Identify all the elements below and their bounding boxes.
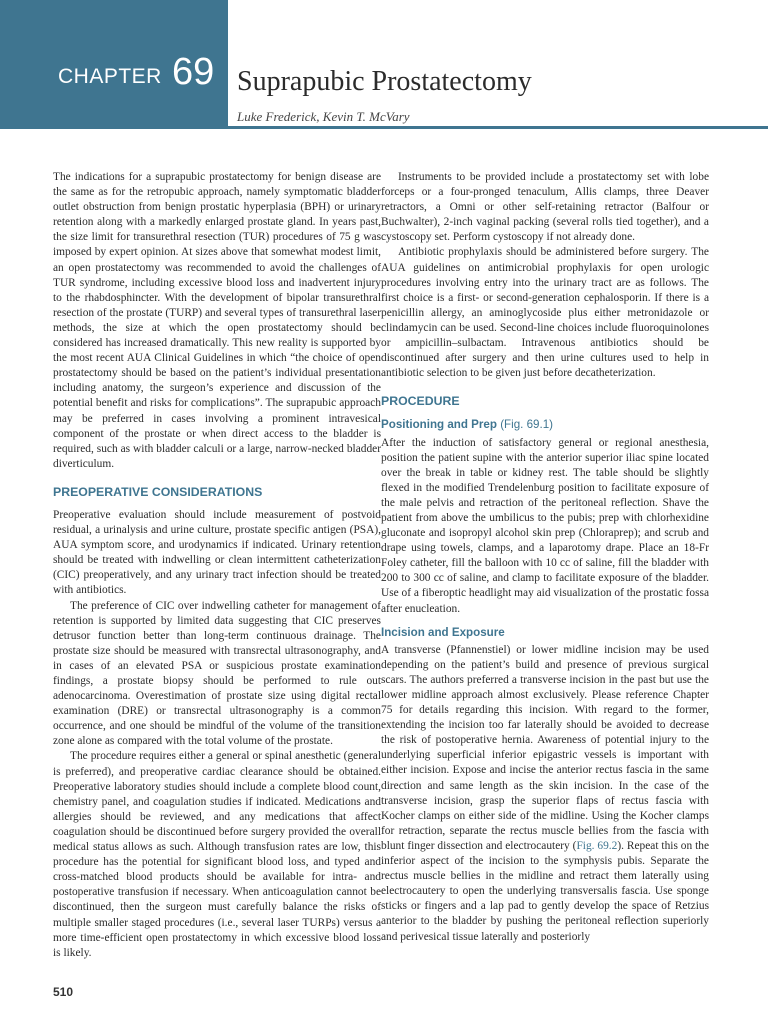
preop-paragraph-2: The preference of CIC over indwelling catheter for management of retention is supported by limited data suggesting that CIC preserves detrusor function better than long-term continuous drainage. The prostate size should be measured with transrectal ultrasonography, and in cases of an elevated PSA or suspicious prostate examination findings, a prostate biopsy should be performed to rule out adenocarcinoma. Overestimation of prostate size using digital rectal examination (DRE) or transrectal ultrasonography is a common occurrence, and one should be mindful of the volume of the transition zone alone as compared with the total volume of the prostate. <box>53 599 381 748</box>
figure-ref-69-2[interactable]: Fig. 69.2 <box>576 839 618 852</box>
subheading-positioning <box>381 417 709 432</box>
subheading-positioning-label: Positioning and Prep <box>381 418 497 432</box>
chapter-label: CHAPTER <box>58 65 162 88</box>
chapter-title: Suprapubic Prostatectomy <box>237 66 532 97</box>
preop-paragraph-1: Preoperative evaluation should include measurement of postvoid residual, a urinalysis and urine culture, prostate specific antigen (PSA), AUA symptom score, and urodynamics if indicated. Urinary retention should be treated with indwelling or clean intermittent catheterization (CIC) preoperatively, and any urinary tract infection should be treated with antibiotics. <box>53 508 381 597</box>
incision-text-b: ). Repeat this on the inferior aspect of the incision to the symphysis pubis. Separate the rectus muscle bellies in the midline and retract them laterally using electrocautery to open the underlying transversalis fascia. Use sponge sticks or fingers and a lap pad to gently develop the space of Retzius anterior to the bladder by pushing the peritoneal reflection superiorly and perivesical tissue laterally and posteriorly <box>381 839 710 943</box>
section-heading-preoperative: PREOPERATIVE CONSIDERATIONS <box>53 484 263 499</box>
incision-paragraph <box>381 643 709 945</box>
chapter-number: 69 <box>172 51 215 93</box>
section-heading-procedure: PROCEDURE <box>381 394 460 409</box>
incision-text-a: A transverse (Pfannenstiel) or lower midline incision may be used depending on the patient’s build and presence of previous surgical scars. The authors preferred a transverse incision in the past but use the lower midline approach almost exclusively. Please reference Chapter 75 for details regarding this incision. With regard to the former, extending the incision too far laterally should be avoided to decrease the risk of postoperative hernia. Awareness of potential injury to the underlying superficial inferior epigastric vessels is important with either incision. Expose and incise the anterior rectus fascia in the same direction and same length as the skin incision. In the case of the transverse incision, grasp the superior flaps of rectus fascia with Kocher clamps on either side of the midline. Using the Kocher clamps for retraction, separate the rectus muscle bellies from the fascia with blunt finger dissection and electrocautery ( <box>381 643 709 852</box>
right-column <box>381 170 709 945</box>
instruments-paragraph: Instruments to be provided include a prostatectomy set with lobe forceps or a four-pronged tenaculum, Allis clamps, three Deaver retractors, a Omni or other self-retaining retractor (Balfour or Buchwalter), 2-inch vaginal packing (several rolls tied together), and a cystoscopy set. Perform cystoscopy if not already done. <box>381 171 709 244</box>
page-number: 510 <box>53 985 74 999</box>
header-rule <box>228 126 768 129</box>
figure-ref-69-1[interactable]: (Fig. 69.1) <box>500 418 554 432</box>
subheading-incision: Incision and Exposure <box>381 625 505 639</box>
positioning-paragraph: After the induction of satisfactory general or regional anesthesia, position the patient supine with the anterior superior iliac spine located over the break in table or kidney rest. The table should be slightly flexed in the modified Trendelenburg position to facilitate exposure of the male pelvis and retraction of the peritoneal reflection. Shave the patient from above the umbilicus to the pubis; prep with chlorhexidine gluconate and isopropyl alcohol skin prep (Chloraprep); and scrub and drape using towels, clamps, and a laparotomy drape. Place an 18-Fr Foley catheter, fill the balloon with 10 cc of saline, fill the bladder with 200 to 300 cc of saline, and clamp to facilitate exposure of the bladder. Use of a fiberoptic headlight may aid visualization of the prostatic fossa after enucleation. <box>381 436 710 615</box>
preop-paragraph-3: The procedure requires either a general or spinal anesthetic (general is preferred), and preoperative cardiac clearance should be obtained. Preoperative laboratory studies should include a complete blood count, chemistry panel, and coagulation studies if indicated. Medications and allergies should be reviewed, and any medications that affect coagulation should be discontinued before surgery provided the overall medical status allows as such. Although transfusion rates are low, this procedure has the potential for significant blood loss, and typed and cross-matched blood products should be available for intra- and postoperative transfusion if necessary. When anticoagulation cannot be discontinued, then the surgeon must carefully balance the risks of multiple smaller staged procedures (i.e., several laser TURPs) versus a more time-efficient open prostatectomy in which excessive blood loss is likely. <box>53 750 381 959</box>
left-column <box>53 170 381 961</box>
chapter-authors: Luke Frederick, Kevin T. McVary <box>237 109 410 124</box>
antibiotics-paragraph: Antibiotic prophylaxis should be administered before surgery. The AUA guidelines on antimicrobial prophylaxis for open urologic procedures involving entry into the urinary tract are as follows. The first choice is a first- or second-generation cephalosporin. If there is a penicillin allergy, an aminoglycoside plus either metronidazole or clindamycin can be used. Second-line choices include fluoroquinolones or ampicillin–sulbactam. Intravenous antibiotics should be discontinued after surgery and then urine cultures used to help in antibiotic selection to be given just before decatheterization. <box>381 246 709 380</box>
intro-paragraph: The indications for a suprapubic prostatectomy for benign disease are the same as for the retropubic approach, namely symptomatic bladder outlet obstruction from benign prostatic hyperplasia (BPH) or urinary retention along with a markedly enlarged prostate gland. In years past, the size limit for transurethral resection (TUR) procedures of 75 g was imposed by expert opinion. At sizes above that somewhat modest limit, an open prostatectomy was recommended to avoid the challenges of TUR syndrome, including excessive blood loss and inadvertent injury to the rhabdosphincter. With the development of bipolar transurethral resection of the prostate (TURP) and several types of transurethral laser methods, the size at which the open prostatectomy should be considered has increased dramatically. This new reality is supported by the most recent AUA Clinical Guidelines in which “the choice of open prostatectomy should be based on the patient’s individual presentation including anatomy, the surgeon’s experience and discussion of the potential benefit and risks for complications”. The suprapubic approach may be preferred in cases involving a prominent intravesical component of the prostate or when direct access to the bladder is required, such as with bladder calculi or a large, narrow-necked bladder diverticulum. <box>53 171 381 470</box>
